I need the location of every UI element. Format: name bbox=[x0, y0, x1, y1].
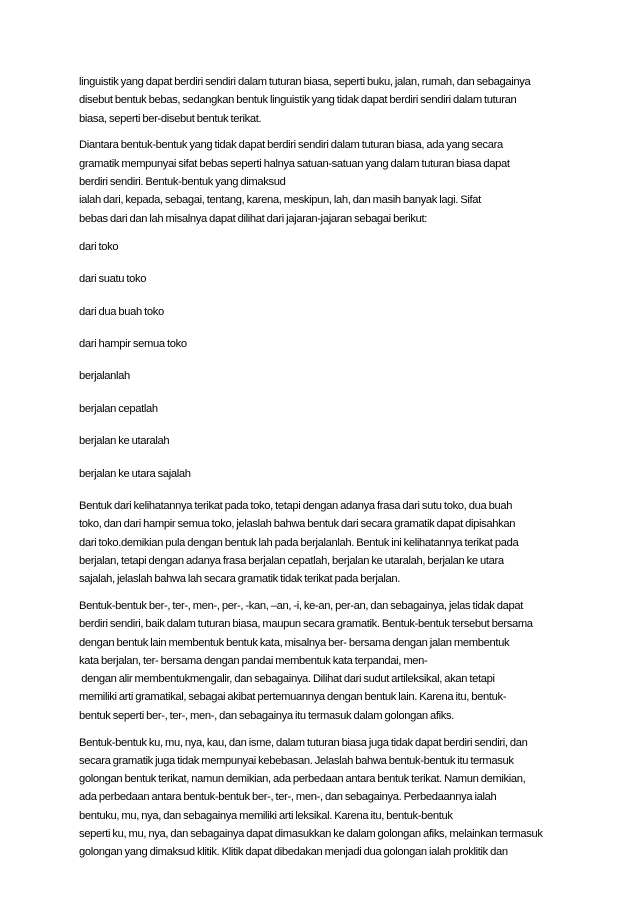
text-line: golongan bentuk terikat, namun demikian, ada perbedaan antara bentuk terikat. Namun demikian, bbox=[79, 773, 526, 786]
paragraph-4 bbox=[79, 597, 565, 725]
text-line: ada perbedaan antara bentuk-bentuk ber-, ter-, men-, dan sebagainya. Perbedaannya ialah bbox=[79, 791, 497, 804]
example-item: dari dua buah toko bbox=[79, 305, 164, 318]
text-line: berdiri sendiri, baik dalam tuturan biasa, maupun secara gramatik. Bentuk-bentuk tersebut bersama bbox=[79, 618, 533, 631]
text-line: Bentuk dari kelihatannya terikat pada toko, tetapi dengan adanya frasa dari sutu toko, dua buah bbox=[79, 500, 513, 512]
example-item: dari suatu toko bbox=[79, 273, 147, 286]
text-line: seperti ku, mu, nya, dan sebagainya dapat dimasukkan ke dalam golongan afiks, melainkan termasuk bbox=[79, 828, 543, 841]
paragraph-1 bbox=[79, 73, 565, 128]
paragraph-2 bbox=[79, 136, 565, 227]
example-item: berjalan ke utara sajalah bbox=[79, 467, 191, 480]
text-line: golongan yang dimaksud klitik. Klitik dapat dibedakan menjadi dua golongan ialah proklitik dan bbox=[79, 846, 508, 859]
text-line: ialah dari, kepada, sebagai, tentang, karena, meskipun, lah, dan masih banyak lagi. Sifat bbox=[79, 194, 481, 207]
document-body bbox=[79, 73, 565, 870]
text-line: bentuk seperti ber-, ter-, men-, dan sebagainya itu termasuk dalam golongan afiks. bbox=[79, 709, 454, 722]
example-list bbox=[79, 238, 565, 483]
text-line: bebas dari dan lah misalnya dapat dilihat dari jajaran-jajaran sebagai berikut: bbox=[79, 212, 427, 225]
text-line: memiliki arti gramatikal, sebagai akibat pertemuannya dengan bentuk lain. Karena itu, bentuk- bbox=[79, 691, 507, 704]
example-item: berjalan cepatlah bbox=[79, 402, 158, 415]
text-line: kata berjalan, ter- bersama dengan pandai membentuk kata terpandai, men- bbox=[79, 654, 428, 667]
example-item: dari toko bbox=[79, 240, 119, 253]
text-line: dari toko.demikian pula dengan bentuk lah pada berjalanlah. Bentuk ini kelihatannya terikat pada bbox=[79, 536, 519, 549]
example-item: berjalan ke utaralah bbox=[79, 435, 170, 448]
example-item: dari hampir semua toko bbox=[79, 338, 187, 351]
text-line: berjalan, tetapi dengan adanya frasa berjalan cepatlah, berjalan ke utaralah, berjalan ke utara bbox=[79, 554, 504, 567]
text-line: bentuku, mu, nya, dan sebagainya memiliki arti leksikal. Karena itu, bentuk-bentuk bbox=[79, 809, 453, 822]
paragraph-5 bbox=[79, 734, 565, 862]
paragraph-3 bbox=[79, 497, 565, 588]
text-line: berdiri sendiri. Bentuk-bentuk yang dimaksud bbox=[79, 175, 286, 188]
text-line: secara gramatik juga tidak mempunyai kebebasan. Jelaslah bahwa bentuk-bentuk itu termasuk bbox=[79, 754, 514, 767]
text-line: dengan alir membentukmengalir, dan sebagainya. Dilihat dari sudut artileksikal, akan tetapi bbox=[79, 673, 495, 686]
text-line: toko, dan dari hampir semua toko, jelaslah bahwa bentuk dari secara gramatik dapat dipisahkan bbox=[79, 518, 516, 531]
text-line: Bentuk-bentuk ku, mu, nya, kau, dan isme, dalam tuturan biasa juga tidak dapat berdiri sendiri, dan bbox=[79, 736, 528, 749]
text-line: Bentuk-bentuk ber-, ter-, men-, per-, -kan, –an, -i, ke-an, per-an, dan sebagainya, jelas tidak dapat bbox=[79, 599, 523, 612]
text-line: Diantara bentuk-bentuk yang tidak dapat berdiri sendiri dalam tuturan biasa, ada yang secara bbox=[79, 139, 503, 152]
text-line: sajalah, jelaslah bahwa lah secara gramatik tidak terikat pada berjalan. bbox=[79, 573, 401, 586]
text-line: dengan bentuk lain membentuk bentuk kata, misalnya ber- bersama dengan jalan membentuk bbox=[79, 636, 510, 649]
text-line: biasa, seperti ber-disebut bentuk terikat. bbox=[79, 112, 262, 125]
example-item: berjalanlah bbox=[79, 370, 130, 383]
text-line: linguistik yang dapat berdiri sendiri dalam tuturan biasa, seperti buku, jalan, rumah, dan sebagainya bbox=[79, 76, 531, 88]
text-line: gramatik mempunyai sifat bebas seperti halnya satuan-satuan yang dalam tuturan biasa dapat bbox=[79, 157, 510, 170]
text-line: disebut bentuk bebas, sedangkan bentuk linguistik yang tidak dapat berdiri sendiri dalam tuturan bbox=[79, 94, 517, 107]
